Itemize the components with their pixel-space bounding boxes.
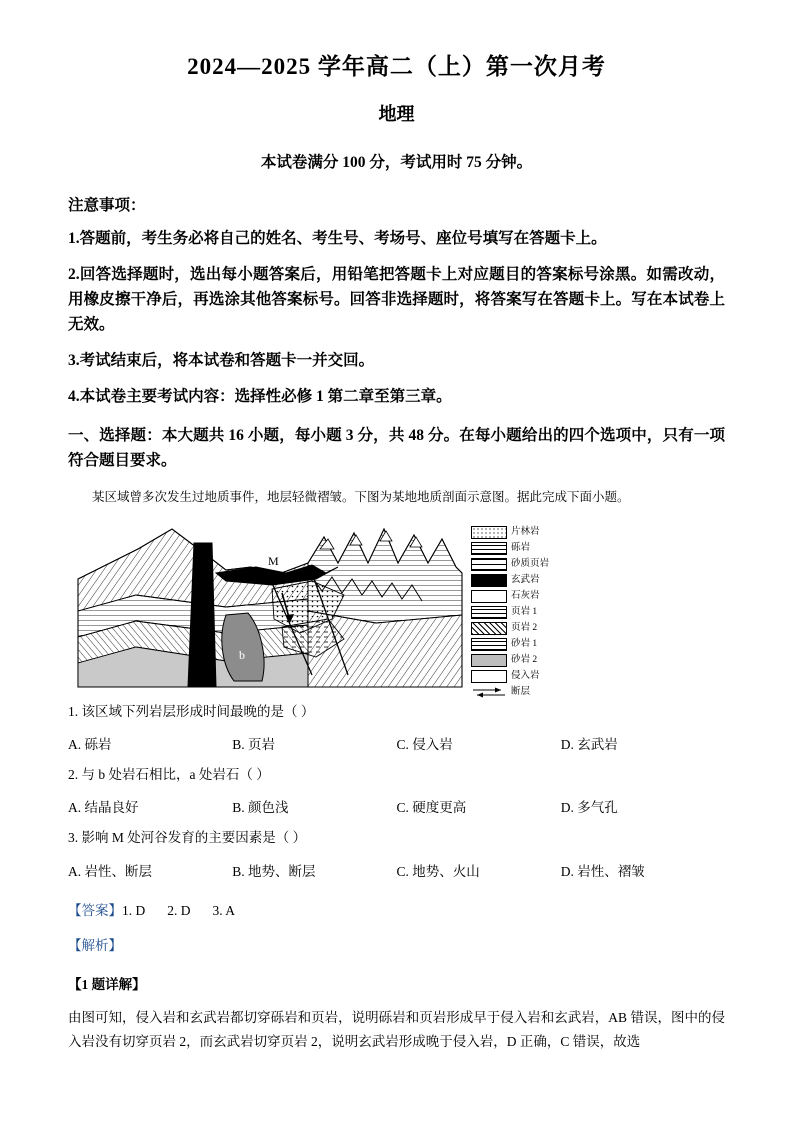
legend-label: 砂岩 1	[511, 638, 538, 649]
notice-item-1: 1.答题前，考生务必将自己的姓名、考生号、考场号、座位号填写在答题卡上。	[68, 229, 607, 247]
label-a: a	[199, 527, 205, 542]
legend-item	[471, 525, 549, 540]
notice-item-3: 3.考试结束后，将本试卷和答题卡一并交回。	[68, 352, 375, 370]
legend-label: 石灰岩	[511, 590, 540, 601]
option-3-b[interactable]: B. 地势、断层	[232, 863, 316, 879]
legend-item	[471, 637, 549, 652]
legend-item	[471, 621, 549, 636]
notice-item-2: 2.回答选择题时，选出每小题答案后，用铅笔把答题卡上对应题目的答案标号涂黑。如需改动，用橡皮擦干净后，再选涂其他答案标号。回答非选择题时，将答案写在答题卡上。写在本试卷上无效。	[68, 266, 725, 334]
answer-tag: 【答案】	[68, 902, 122, 918]
legend-swatch-icon	[471, 638, 507, 651]
legend-swatch-icon	[471, 606, 507, 619]
legend-swatch-icon	[471, 526, 507, 539]
notice-item-4: 4.本试卷主要考试内容：选择性必修 1 第二章至第三章。	[68, 388, 452, 406]
legend-swatch-icon	[471, 574, 507, 587]
legend-item	[471, 541, 549, 556]
detail-heading-1: 【1 题详解】	[68, 976, 146, 992]
section-heading: 一、选择题：本大题共 16 小题，每小题 3 分，共 48 分。在每小题给出的四个选项中，只有一项符合题目要求。	[68, 426, 725, 469]
legend-swatch-icon	[471, 670, 507, 683]
option-2-a[interactable]: A. 结晶良好	[68, 800, 139, 816]
answer-item-2: 2. D	[167, 902, 191, 918]
legend-item	[471, 557, 549, 572]
question-1-options	[68, 733, 725, 753]
material-text: 某区域曾多次发生过地质事件，地层轻微褶皱。下图为某地地质剖面示意图。据此完成下面小题。	[92, 489, 630, 504]
question-1-stem: 1. 该区域下列岩层形成时间最晚的是（ ）	[68, 703, 315, 719]
legend-item	[471, 573, 549, 588]
legend-swatch-icon	[471, 558, 507, 571]
option-3-c[interactable]: C. 地势、火山	[396, 863, 480, 879]
legend-swatch-icon	[471, 622, 507, 635]
label-b: b	[239, 647, 245, 662]
option-2-d[interactable]: D. 多气孔	[560, 800, 618, 816]
fault-arrows-icon	[471, 686, 507, 699]
legend-label: 砾岩	[511, 542, 531, 553]
legend-label: 侵入岩	[511, 670, 540, 681]
question-2-stem: 2. 与 b 处岩石相比，a 处岩石（ ）	[68, 767, 270, 783]
question-3-stem: 3. 影响 M 处河谷发育的主要因素是（ ）	[68, 830, 307, 846]
legend-item	[471, 669, 549, 684]
notice-heading: 注意事项：	[68, 196, 146, 214]
option-1-d[interactable]: D. 玄武岩	[560, 737, 618, 753]
legend-item	[471, 685, 549, 700]
legend-label: 砂质页岩	[511, 558, 550, 569]
option-1-b[interactable]: B. 页岩	[232, 737, 276, 753]
question-2-options	[68, 796, 725, 816]
legend-item	[471, 605, 549, 620]
legend-label: 玄武岩	[511, 574, 540, 585]
score-line: 本试卷满分 100 分，考试用时 75 分钟。	[260, 153, 533, 171]
legend-item	[471, 589, 549, 604]
legend-label: 片林岩	[511, 526, 540, 537]
legend-label: 页岩 2	[511, 622, 538, 633]
legend-swatch-icon	[471, 542, 507, 555]
option-2-c[interactable]: C. 硬度更高	[396, 800, 467, 816]
option-1-c[interactable]: C. 侵入岩	[396, 737, 453, 753]
legend-swatch-icon	[471, 590, 507, 603]
answer-item-1: 1. D	[122, 902, 146, 918]
legend-swatch-icon	[471, 654, 507, 667]
page-title: 2024—2025 学年高二（上）第一次月考	[187, 54, 606, 79]
answer-item-3: 3. A	[212, 902, 236, 918]
analysis-tag: 【解析】	[68, 937, 122, 953]
legend-label: 断层	[511, 686, 531, 697]
subject-title: 地理	[378, 103, 415, 124]
option-2-b[interactable]: B. 颜色浅	[232, 800, 289, 816]
question-3-options	[68, 860, 725, 880]
legend-label: 砂岩 2	[511, 654, 538, 665]
figure-legend	[471, 525, 549, 701]
option-1-a[interactable]: A. 砾岩	[68, 737, 112, 753]
option-3-d[interactable]: D. 岩性、褶皱	[560, 863, 645, 879]
answer-line	[68, 899, 725, 919]
legend-item	[471, 653, 549, 668]
geology-cross-section-figure	[76, 515, 725, 697]
geology-diagram	[76, 515, 466, 690]
legend-label: 页岩 1	[511, 606, 538, 617]
label-m: M	[268, 553, 279, 568]
detail-body-1: 由图可知，侵入岩和玄武岩都切穿砾岩和页岩，说明砾岩和页岩形成早于侵入岩和玄武岩，AB 错误，图中的侵入岩没有切穿页岩 2，而玄武岩切穿页岩 2，说明玄武岩形成晚于侵入岩，D 正确，C 错误，故选	[68, 1009, 725, 1050]
option-3-a[interactable]: A. 岩性、断层	[68, 863, 152, 879]
